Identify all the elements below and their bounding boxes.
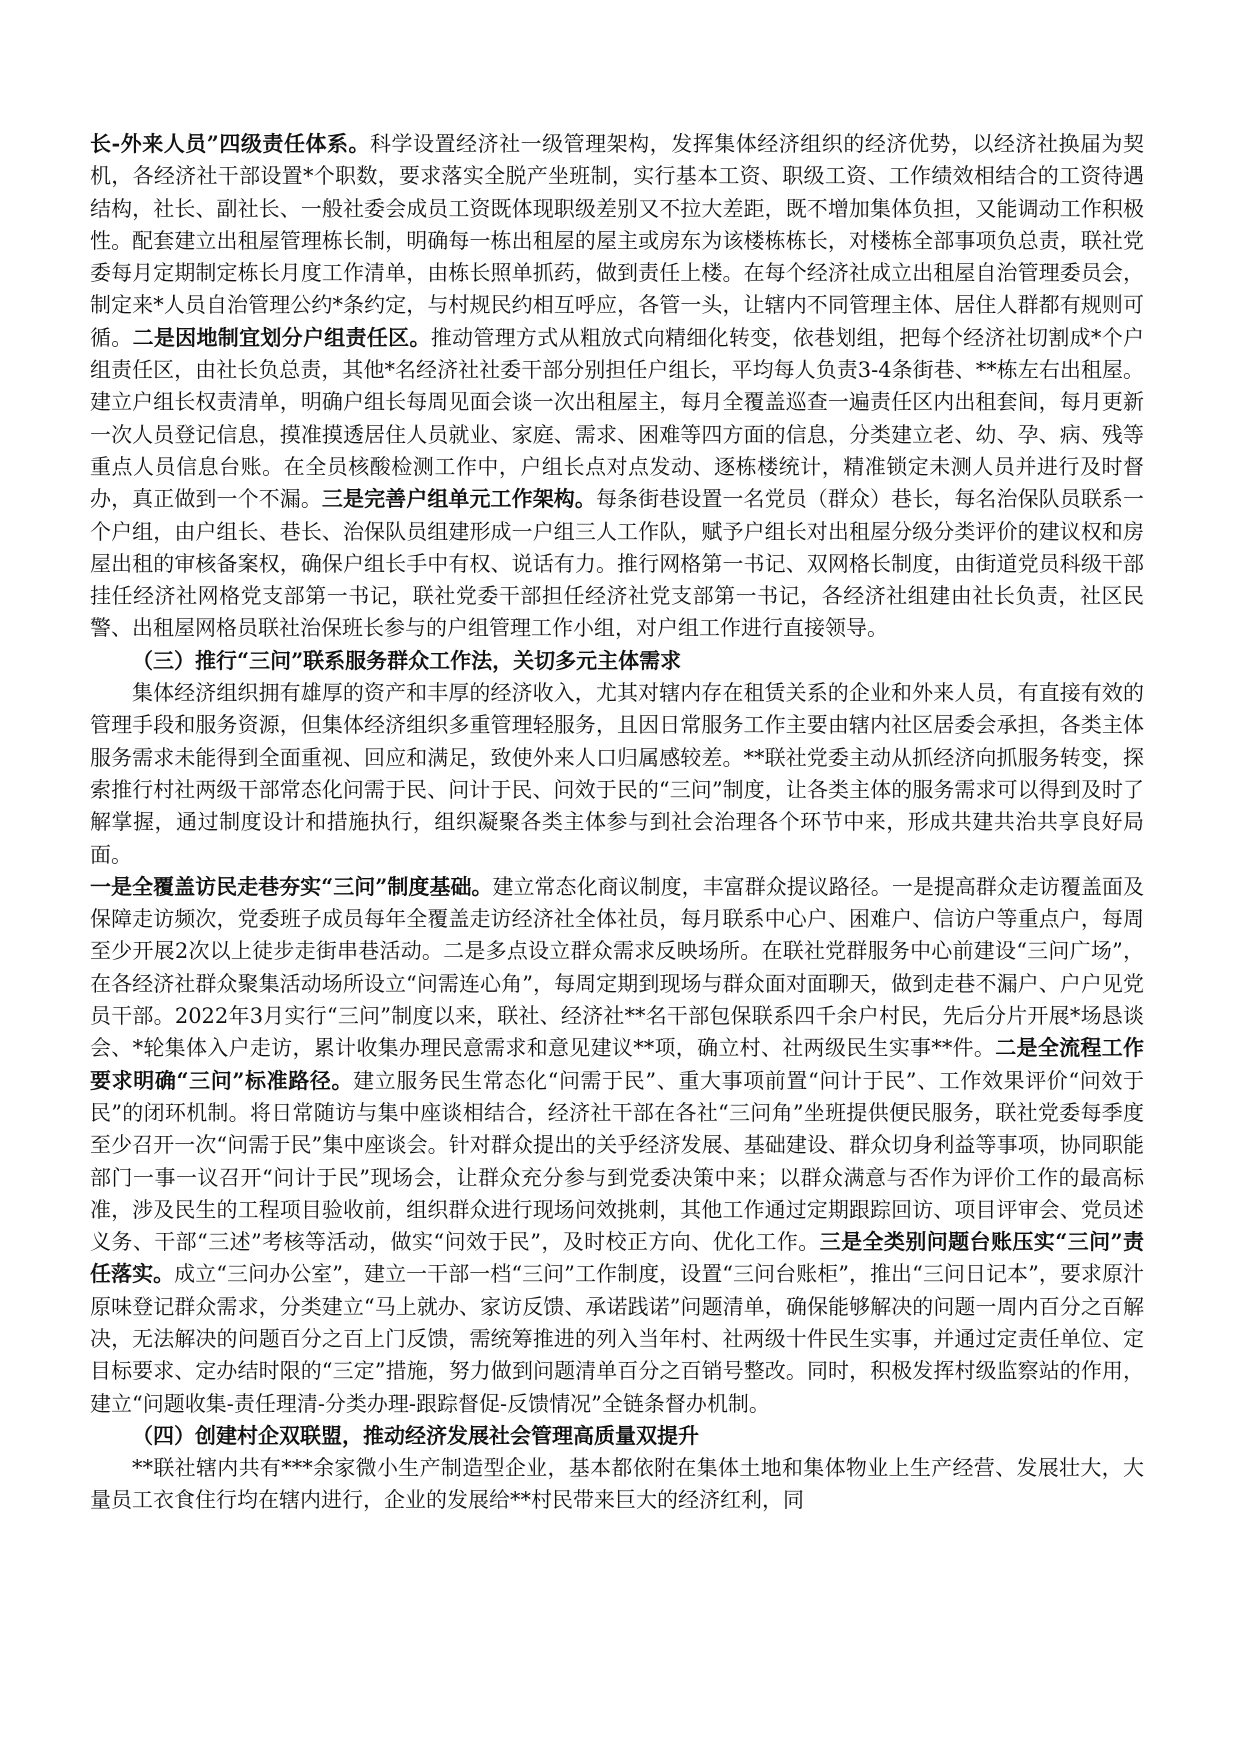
body-text: 集体经济组织拥有雄厚的资产和丰厚的经济收入，尤其对辖内存在租赁关系的企业和外来人员，有直接有效的管理手段和服务资源，但集体经济组织多重管理轻服务，且因日常服务工作主要由辖内社区居委会承担，各类主体服务需求未能得到全面重视、回应和满足，致使外来人口归属感较差。**联社党委主动从抓经济向抓服务转变，探索推行村社两级干部常态化问需于民、问计于民、问效于民的“三问”制度，让各类主体的服务需求可以得到及时了解掌握，通过制度设计和措施执行，组织凝聚各类主体参与到社会治理各个环节中来，形成共建共治共享良好局面。	[90, 681, 1144, 867]
paragraph-3	[90, 871, 1144, 1420]
body-text: 每条街巷设置一名党员（群众）巷长，每名治保队员联系一个户组，由户组长、巷长、治保队员组建形成一户组三人工作队，赋予户组长对出租屋分级分类评价的建议权和房屋出租的审核备案权，确保户组长手中有权、说话有力。推行网格第一书记、双网格长制度，由街道党员科级干部挂任经济社网格党支部第一书记，联社党委干部担任经济社党支部第一书记，各经济社组建由社长负责，社区民警、出租屋网格员联社治保班长参与的户组管理工作小组，对户组工作进行直接领导。	[90, 487, 1145, 641]
section-heading-3: （三）推行“三问”联系服务群众工作法，关切多元主体需求	[132, 647, 682, 673]
bold-lead-text: 三是全类别问题台账压实“三问”责任落实。	[90, 1229, 1144, 1287]
bold-lead-text: 二是因地制宜划分户组责任区。	[132, 324, 431, 350]
section-heading-4: （四）创建村企双联盟，推动经济发展社会管理高质量双提升	[132, 1422, 699, 1448]
paragraph-2	[90, 677, 1144, 871]
document-page	[90, 128, 1144, 1517]
body-text: 推动管理方式从粗放式向精细化转变，依巷划组，把每个经济社切割成*个户组责任区，由社长负总责，其他*名经济社社委干部分别担任户组长，平均每人负责3-4条街巷、**栋左右出租屋。建立户组长权责清单，明确户组长每周见面会谈一次出租屋主，每月全覆盖巡查一遍责任区内出租套间，每月更新一次人员登记信息，摸准摸透居住人员就业、家庭、需求、困难等四方面的信息，分类建立老、幼、孕、病、残等重点人员信息台账。在全员核酸检测工作中，户组长点对点发动、逐栋楼统计，精准锁定未测人员并进行及时督办，真正做到一个不漏。	[90, 325, 1145, 512]
body-text: 建立服务民生常态化“问需于民”、重大事项前置“问计于民”、工作效果评价“问效于民”的闭环机制。将日常随访与集中座谈相结合，经济社干部在各社“三问角”坐班提供便民服务，联社党委每季度至少召开一次“问需于民”集中座谈会。针对群众提出的关乎经济发展、基础建设、群众切身利益等事项，协同职能部门一事一议召开“问计于民”现场会，让群众充分参与到党委决策中来；以群众满意与否作为评价工作的最高标准，涉及民生的工程项目验收前，组织群众进行现场问效挑刺，其他工作通过定期跟踪回访、项目评审会、党员述义务、干部“三述”考核等活动，做实“问效于民”，及时校正方向、优化工作。	[90, 1068, 1144, 1255]
bold-lead-text: 长-外来人员”四级责任体系。	[90, 131, 370, 156]
body-text: 建立常态化商议制度，丰富群众提议路径。一是提高群众走访覆盖面及保障走访频次，党委班子成员每年全覆盖走访经济社全体社员，每月联系中心户、困难户、信访户等重点户，每周至少开展2次以上徒步走街串巷活动。二是多点设立群众需求反映场所。在联社党群服务中心前建设“三问广场”，在各经济社群众聚集活动场所设立“问需连心角”，每周定期到现场与群众面对面聊天，做到走巷不漏户、户户见党员干部。2022年3月实行“三问”制度以来，联社、经济社**名干部包保联系四千余户村民，先后分片开展*场恳谈会、*轮集体入户走访，累计收集办理民意需求和意见建议**项，确立村、社两级民生实事**件。	[90, 874, 1145, 1061]
bold-lead-text: 一是全覆盖访民走巷夯实“三问”制度基础。	[90, 873, 493, 899]
bold-lead-text: 三是完善户组单元工作架构。	[321, 486, 596, 512]
bold-lead-text: 二是全流程工作要求明确“三问”标准路径。	[90, 1035, 1145, 1093]
body-text: **联社辖内共有***余家微小生产制造型企业，基本都依附在集体土地和集体物业上生产经营、发展壮大，大量员工衣食住行均在辖内进行，企业的发展给**村民带来巨大的经济红利，同	[90, 1456, 1144, 1513]
paragraph-1	[90, 128, 1144, 645]
body-text: 科学设置经济社一级管理架构，发挥集体经济组织的经济优势，以经济社换届为契机，各经济社干部设置*个职数，要求落实全脱产坐班制，实行基本工资、职级工资、工作绩效相结合的工资待遇结构，社长、副社长、一般社委会成员工资既体现职级差别又不拉大差距，既不增加集体负担，又能调动工作积极性。配套建立出租屋管理栋长制，明确每一栋出租屋的屋主或房东为该楼栋栋长，对楼栋全部事项负总责，联社党委每月定期制定栋长月度工作清单，由栋长照单抓药，做到责任上楼。在每个经济社成立出租屋自治管理委员会，制定来*人员自治管理公约*条约定，与村规民约相互呼应，各管一头，让辖内不同管理主体、居住人群都有规则可循。	[90, 132, 1144, 350]
paragraph-4	[90, 1452, 1144, 1517]
body-text: 成立“三问办公室”，建立一干部一档“三问”工作制度，设置“三问台账柜”，推出“三问日记本”，要求原汁原味登记群众需求，分类建立“马上就办、家访反馈、承诺践诺”问题清单，确保能够解决的问题一周内百分之百解决，无法解决的问题百分之百上门反馈，需统筹推进的列入当年村、社两级十件民生实事，并通过定责任单位、定目标要求、定办结时限的“三定”措施，努力做到问题清单百分之百销号整改。同时，积极发挥村级监察站的作用，建立“问题收集-责任理清-分类办理-跟踪督促-反馈情况”全链条督办机制。	[90, 1262, 1145, 1416]
